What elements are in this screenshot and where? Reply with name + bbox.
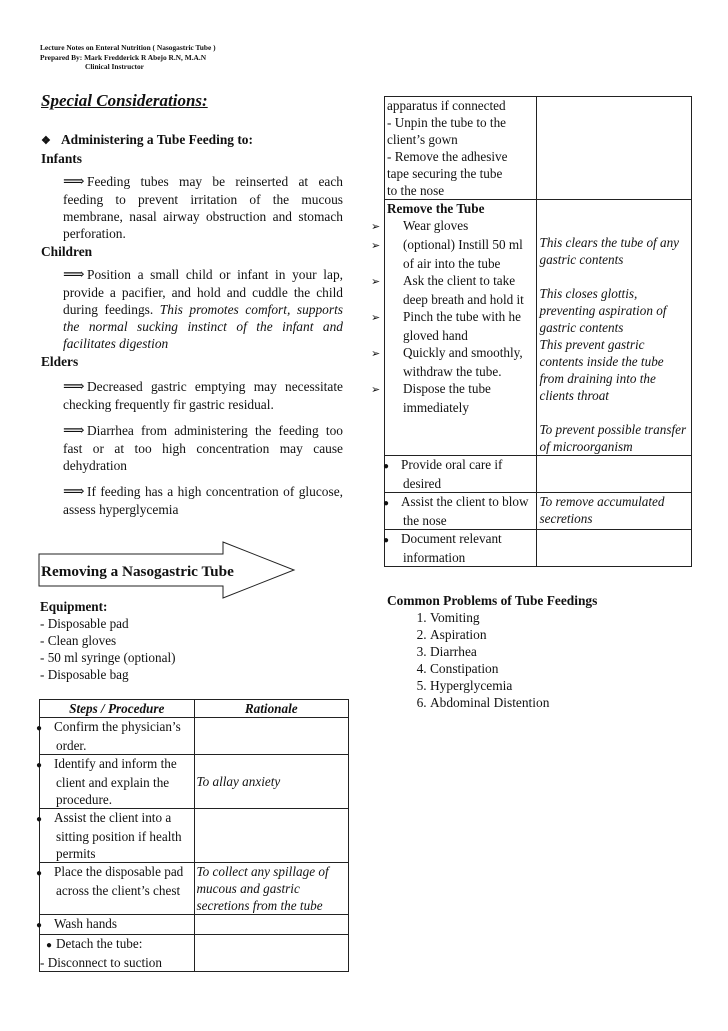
children-text: ⟹ Position a small child or infant in your lap, provide a pacifier, and hold and cuddle the child during feedings. This promotes comfort, supports the normal sucking instinct of the infant and facilitates digestion <box>63 267 343 351</box>
diamond-bullet-icon: ❖ <box>41 135 51 147</box>
elders-label: Elders <box>41 354 79 369</box>
step-cell: apparatus if connected - Unpin the tube to the client’s gown - Remove the adhesive tape securing the tube to the nose <box>385 97 537 200</box>
rationale-cell: To collect any spillage of mucous and gastric secretions from the tube <box>194 863 349 915</box>
table-header-row <box>40 700 349 718</box>
check-bullet-icon: ➢ <box>371 276 381 288</box>
check-bullet-icon: ➢ <box>371 312 381 324</box>
rationale-cell: To remove accumulated secretions <box>537 493 692 530</box>
bullet-icon: ● <box>45 940 53 951</box>
header-line-3: Clinical Instructor <box>85 62 144 72</box>
table-row <box>385 493 692 530</box>
table-row <box>385 97 692 200</box>
equipment-item: - Disposable pad <box>40 616 129 631</box>
bullet-icon: ● <box>35 814 43 825</box>
section-title: Special Considerations: <box>41 91 208 110</box>
steps-header: Steps / Procedure <box>40 700 195 718</box>
arrow-icon: ⟹ <box>63 174 85 190</box>
infants-text: ⟹ Feeding tubes may be reinserted at each feeding to prevent irritation of the mucous membrane, nasal airway obstruction and stomach perforation. <box>63 174 343 241</box>
step-cell: ● Assist the client into a sitting position if health permits <box>40 809 195 863</box>
steps-table-left <box>35 699 349 972</box>
special-considerations-section <box>41 91 343 518</box>
children-label: Children <box>41 244 93 259</box>
rationale-cell <box>194 718 349 755</box>
arrow-icon: ⟹ <box>63 267 85 283</box>
equipment-label: Equipment: <box>40 599 108 614</box>
header-line-1: Lecture Notes on Enteral Nutrition ( Nasogastric Tube ) <box>40 43 216 52</box>
list-item: 1. Vomiting <box>430 609 597 626</box>
removing-title: Removing a Nasogastric Tube <box>41 563 234 580</box>
elders-text-1: ⟹ Decreased gastric emptying may necessitate checking frequently fir gastric residual. <box>63 379 343 412</box>
table-row <box>40 935 349 972</box>
table-row <box>385 530 692 567</box>
table-row <box>385 200 692 456</box>
elders-text-3: ⟹ If feeding has a high concentration of glucose, assess hyperglycemia <box>63 484 343 517</box>
common-problems <box>387 592 597 711</box>
remove-tube-label: Remove the Tube <box>387 201 485 216</box>
step-cell: ● Confirm the physician’s order. <box>40 718 195 755</box>
list-item: 5. Hyperglycemia <box>430 677 597 694</box>
elders-text-2: ⟹ Diarrhea from administering the feeding too fast or at too high concentration may cause dehydration <box>63 423 343 473</box>
step-cell: ● Place the disposable pad across the client’s chest <box>40 863 195 915</box>
arrow-icon: ⟹ <box>63 484 85 500</box>
arrow-icon: ⟹ <box>63 379 85 395</box>
bullet-icon: ● <box>382 535 390 546</box>
table-row <box>40 863 349 915</box>
problems-title: Common Problems of Tube Feedings <box>387 593 598 608</box>
bullet-icon: ● <box>382 461 390 472</box>
bullet-icon: ● <box>35 723 43 734</box>
table-row <box>40 755 349 809</box>
problems-list <box>387 609 597 711</box>
equipment-item: - 50 ml syringe (optional) <box>40 650 176 665</box>
admin-heading: ❖ Administering a Tube Feeding to: <box>41 131 343 150</box>
rationale-cell: To allay anxiety <box>194 755 349 809</box>
equipment-item: - Disposable bag <box>40 667 129 682</box>
bullet-icon: ● <box>35 920 43 931</box>
step-cell: ● Assist the client to blow the nose <box>385 493 537 530</box>
check-bullet-icon: ➢ <box>371 348 381 360</box>
infants-label: Infants <box>41 151 82 166</box>
equipment-list <box>40 598 176 683</box>
list-item: 3. Diarrhea <box>430 643 597 660</box>
equipment-item: - Clean gloves <box>40 633 117 648</box>
rationale-cell <box>537 97 692 200</box>
table-row <box>40 718 349 755</box>
document-header <box>40 43 216 72</box>
removing-title-arrow <box>38 541 296 599</box>
rationale-cell <box>194 935 349 972</box>
list-item: 2. Aspiration <box>430 626 597 643</box>
check-bullet-icon: ➢ <box>371 240 381 252</box>
table-row <box>385 456 692 493</box>
check-bullet-icon: ➢ <box>371 221 381 233</box>
rationale-cell <box>194 915 349 935</box>
step-cell: ● Document relevant information <box>385 530 537 567</box>
steps-table-right <box>371 96 692 567</box>
step-cell: ● Provide oral care if desired <box>385 456 537 493</box>
bullet-icon: ● <box>35 868 43 879</box>
rationale-cell <box>194 809 349 863</box>
check-bullet-icon: ➢ <box>371 384 381 396</box>
table-row <box>40 809 349 863</box>
rationale-header: Rationale <box>194 700 349 718</box>
bullet-icon: ● <box>35 760 43 771</box>
step-cell: ● Identify and inform the client and explain the procedure. <box>40 755 195 809</box>
list-item: 6. Abdominal Distention <box>430 694 597 711</box>
arrow-icon: ⟹ <box>63 423 85 439</box>
rationale-cell <box>537 530 692 567</box>
step-cell: ● Detach the tube: - Disconnect to suction <box>40 935 195 972</box>
rationale-cell: This clears the tube of any gastric contents This closes glottis, preventing aspiration of gastric contents This prevent gastric contents inside the tube from draining into the clients throat To prevent possible transfer of microorganism <box>537 200 692 456</box>
step-cell: ● Wash hands <box>40 915 195 935</box>
list-item: 4. Constipation <box>430 660 597 677</box>
table-row <box>40 915 349 935</box>
step-cell: Remove the Tube ➢ Wear gloves ➢ (optional) Instill 50 ml of air into the tube ➢ Ask the client to take deep breath and hold it ➢ Pinch the tube with he gloved hand ➢ Quickly and smoothly, withdraw the tube. ➢ Dispose the tube immediately <box>385 200 537 456</box>
header-line-2: Prepared By: Mark Fredderick R Abejo R.N, M.A.N <box>40 52 207 62</box>
bullet-icon: ● <box>382 498 390 509</box>
rationale-cell <box>537 456 692 493</box>
